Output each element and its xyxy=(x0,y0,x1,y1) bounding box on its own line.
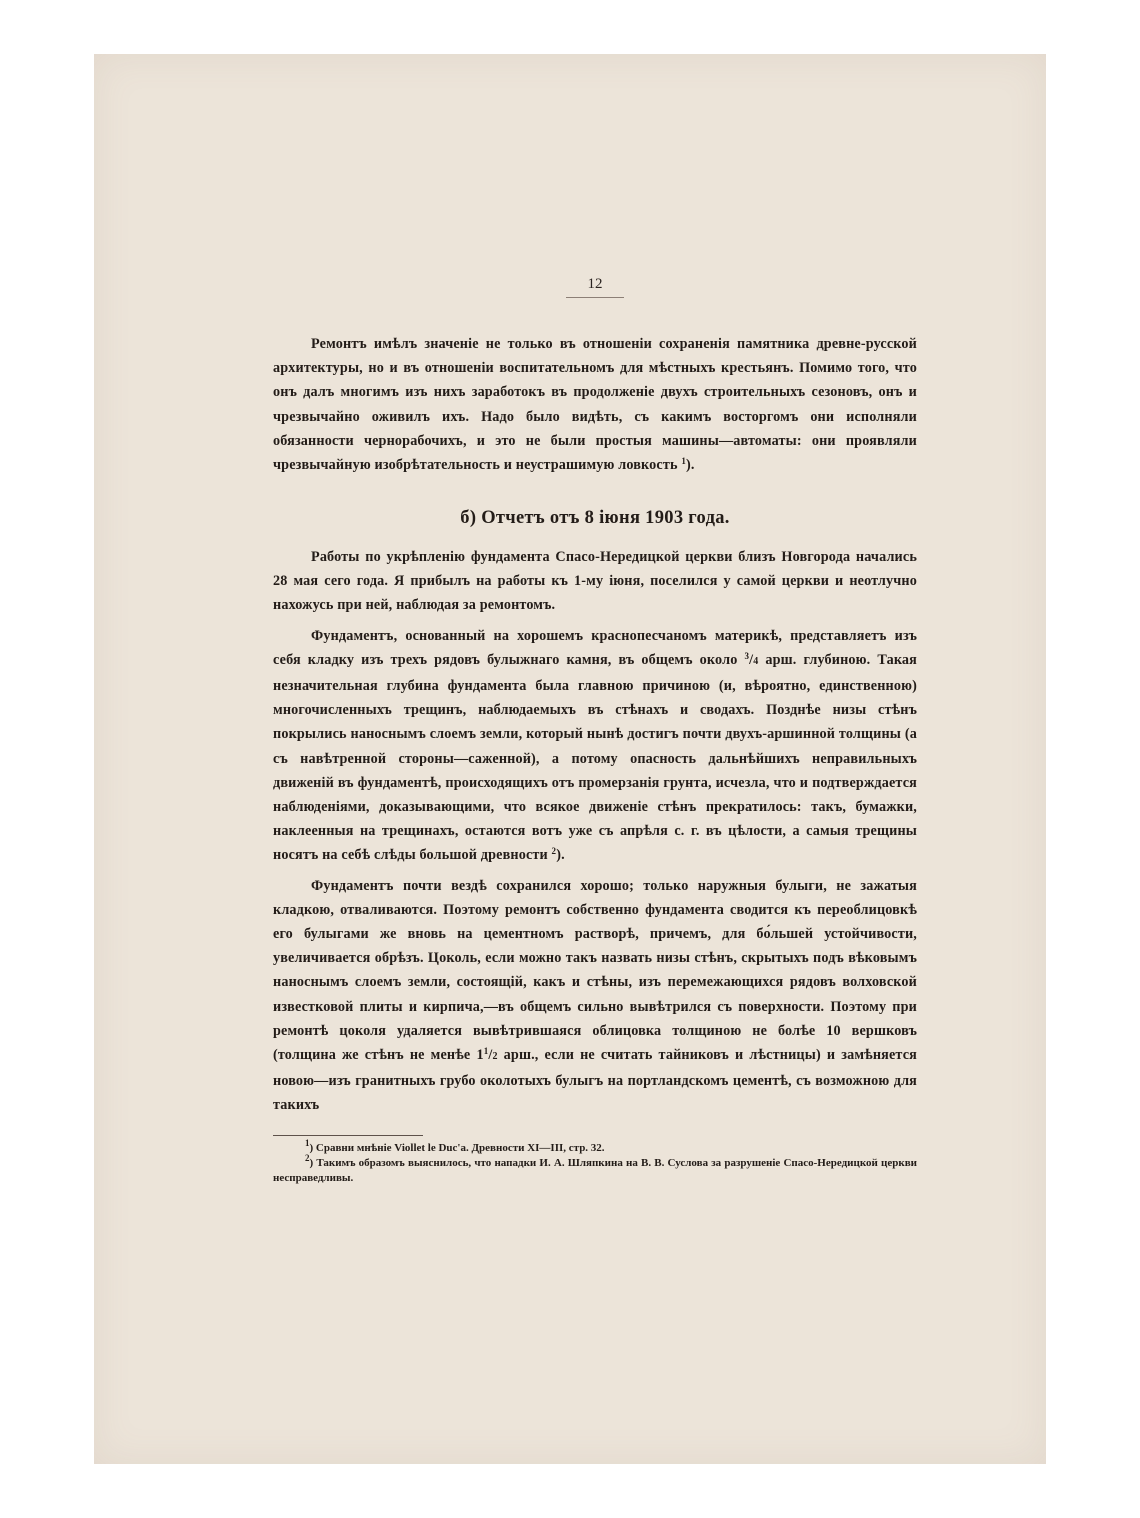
paragraph-plinth-text-b: арш., если не считать тайниковъ и лѣстницы) и замѣняется новою—изъ гранитныхъ грубо околотыхъ булыгъ на портландскомъ цементѣ, съ возможною для такихъ xyxy=(273,1047,917,1114)
fraction-slash: / xyxy=(749,651,754,668)
footnote-ref-1: 1 xyxy=(681,456,687,467)
intro-paragraph-text: Ремонтъ имѣлъ значеніе не только въ отношеніи сохраненія памятника древне-русской архитектуры, но и въ отношеніи воспитательномъ для мѣстныхъ крестьянъ. Помимо того, что онъ далъ многимъ изъ нихъ заработокъ въ продолженіе двухъ строительныхъ сезоновъ, онъ и чрезвычайно оживилъ ихъ. Надо было видѣть, съ какимъ восторгомъ они исполняли обязанности чернорабочихъ, и это не были простыя машины—автоматы: они проявляли чрезвычайную изобрѣтательность и неустрашимую ловкость xyxy=(273,336,917,474)
footnote-ref-2: 2 xyxy=(551,846,557,857)
paragraph-foundation-tail: ). xyxy=(556,847,565,864)
footnote-1-text: ) Сравни мнѣніе Viollet le Duc'a. Древности XI—III, стр. 32. xyxy=(309,1142,605,1154)
intro-paragraph-block xyxy=(273,332,917,477)
paragraph-foundation xyxy=(273,624,917,868)
fraction-numerator: 3 xyxy=(744,650,750,661)
report-body xyxy=(273,545,917,1124)
footnote-2 xyxy=(273,1153,917,1186)
mixed-fraction-denominator: 2 xyxy=(492,1051,498,1063)
footnote-separator xyxy=(273,1135,423,1136)
mixed-fraction-slash: / xyxy=(488,1047,493,1064)
paragraph-foundation-text-b: арш. глубиною. Такая незначительная глубина фундамента была главною причиною (и, вѣроятно, единственною) многочисленныхъ трещинъ, наблюдаемыхъ въ стѣнахъ и сводахъ. Позднѣе низы стѣнъ покрылись наноснымъ слоемъ земли, который нынѣ достигъ почти двухъ-аршинной толщины (а съ навѣтренной стороны—саженной), а потому опасность дальнѣйшихъ неправильныхъ движеній въ фундаментѣ, происходящихъ отъ промерзанія грунта, исчезла, что и подтверждается наблюденіями, доказывающими, что всякое движеніе стѣнъ прекратилось: такъ, бумажки, наклеенныя на трещинахъ, остаются вотъ уже съ апрѣля с. г. въ цѣлости, а самыя трещины носятъ на себѣ слѣды большой древности xyxy=(273,651,918,864)
intro-paragraph xyxy=(273,332,917,477)
paragraph-foundation-text-a: Фундаментъ, основанный на хорошемъ краснопесчаномъ материкѣ, представляетъ изъ себя кладку изъ трехъ рядовъ булыжнаго камня, въ общемъ около xyxy=(273,627,917,668)
footnote-2-mark: 2 xyxy=(305,1153,310,1163)
footnote-1 xyxy=(273,1138,917,1156)
mixed-fraction-whole: 1 xyxy=(476,1047,484,1064)
page-number-rule xyxy=(566,297,624,298)
paragraph-plinth xyxy=(273,874,917,1118)
section-heading: б) Отчетъ отъ 8 іюня 1903 года. xyxy=(460,508,730,528)
fraction-denominator: 4 xyxy=(753,655,759,667)
footnotes xyxy=(273,1138,917,1186)
mixed-fraction-numerator: 1 xyxy=(483,1046,489,1057)
footnote-2-text: ) Такимъ образомъ выяснилось, что нападки И. А. Шляпкина на В. В. Суслова за разрушеніе Спасо-Нередицкой церкви несправедливы. xyxy=(273,1157,917,1184)
intro-paragraph-tail: ). xyxy=(686,457,695,474)
page-number: 12 xyxy=(587,276,603,292)
footnote-1-mark: 1 xyxy=(305,1138,310,1148)
paragraph-works-start: Работы по укрѣпленію фундамента Спасо-Нередицкой церкви близъ Новгорода начались 28 мая сего года. Я прибылъ на работы къ 1-му іюня, поселился у самой церкви и неотлучно нахожусь при ней, наблюдая за ремонтомъ. xyxy=(273,549,917,614)
paragraph-plinth-text-a: Фундаментъ почти вездѣ сохранился хорошо; только наружныя булыги, не зажатыя кладкою, отваливаются. Поэтому ремонтъ собственно фундамента сводится къ переоблицовкѣ его булыгами же вновь на цементномъ растворѣ, причемъ, для бо́льшей устойчивости, увеличивается обрѣзъ. Цоколь, если можно такъ назвать низы стѣнъ, скрытыхъ подъ вѣковымъ наноснымъ слоемъ земли, состоящій, какъ и стѣны, изъ перемежающихся рядовъ волховской известковой плиты и кирпича,—въ общемъ сильно вывѣтрился съ поверхности. Поэтому при ремонтѣ цоколя удаляется вывѣтрившаяся облицовка толщиною не болѣе 10 вершковъ (толщина же стѣнъ не менѣе xyxy=(273,877,917,1064)
